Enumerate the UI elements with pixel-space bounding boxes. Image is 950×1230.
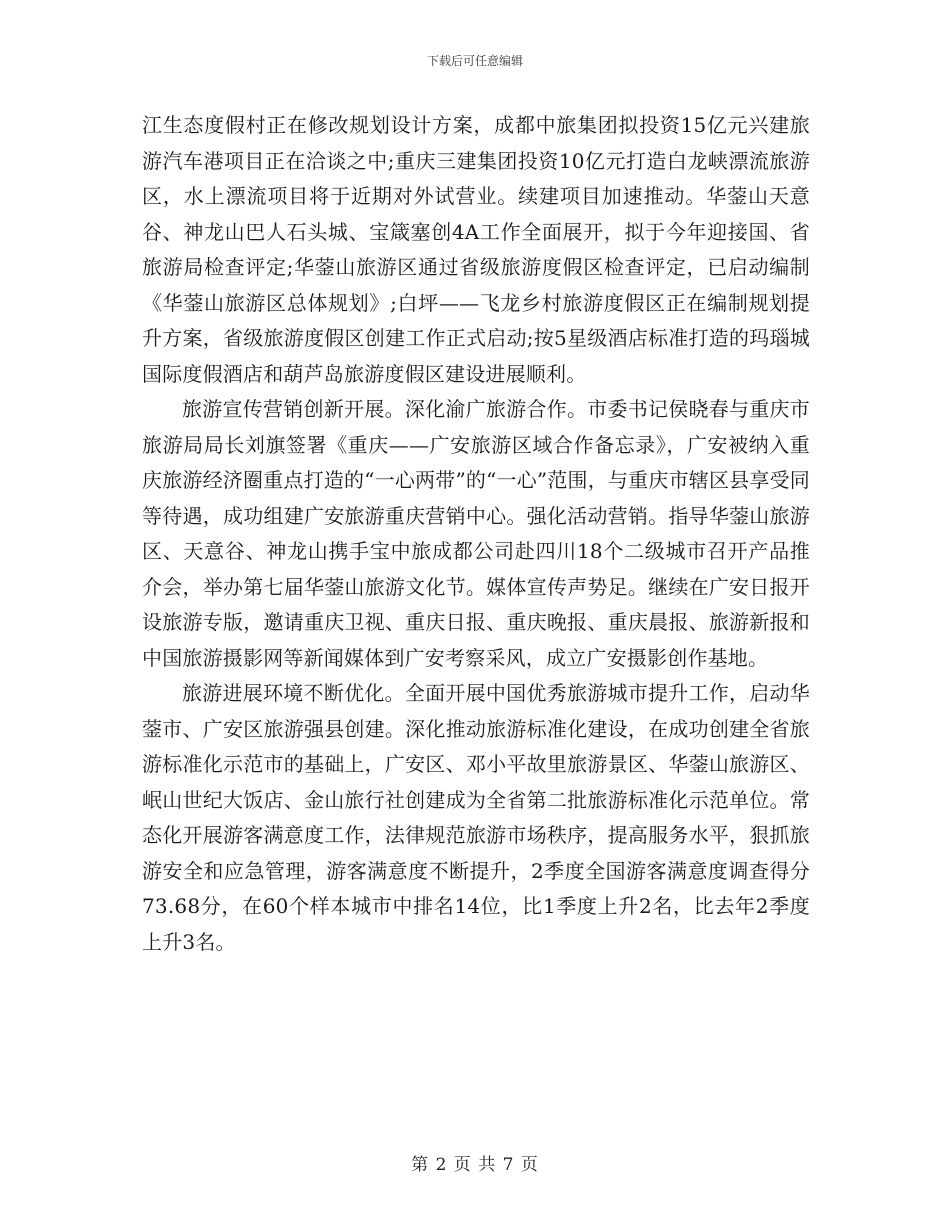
paragraph-environment: 旅游进展环境不断优化。全面开展中国优秀旅游城市提升工作，启动华蓥市、广安区旅游强县创建。深化推动旅游标准化建设，在成功创建全省旅游标准化示范市的基础上，广安区、邓小平故里旅游景区、华蓥山旅游区、岷山世纪大饭店、金山旅行社创建成为全省第二批旅游标准化示范单位。常态化开展游客满意度工作，法律规范旅游市场秩序，提高服务水平，狠抓旅游安全和应急管理，游客满意度不断提升，2季度全国游客满意度调查得分73.68分，在60个样本城市中排名14位，比1季度上升2名，比去年2季度上升3名。 xyxy=(142,681,810,954)
paragraph-continued: 江生态度假村正在修改规划设计方案，成都中旅集团拟投资15亿元兴建旅游汽车港项目正在洽谈之中;重庆三建集团投资10亿元打造白龙峡漂流旅游区，水上漂流项目将于近期对外试营业。续建项目加速推动。华蓥山天意谷、神龙山巴人石头城、宝箴塞创4A工作全面展开，拟于今年迎接国、省旅游局检查评定;华蓥山旅游区通过省级旅游度假区检查评定，已启动编制《华蓥山旅游区总体规划》;白坪——飞龙乡村旅游度假区正在编制规划提升方案，省级旅游度假区创建工作正式启动;按5星级酒店标准打造的玛瑙城国际度假酒店和葫芦岛旅游度假区建设进展顺利。 xyxy=(142,113,810,386)
paragraph-marketing: 旅游宣传营销创新开展。深化渝广旅游合作。市委书记侯晓春与重庆市旅游局局长刘旗签署《重庆——广安旅游区域合作备忘录》，广安被纳入重庆旅游经济圈重点打造的“一心两带”的“一心”范围，与重庆市辖区县享受同等待遇，成功组建广安旅游重庆营销中心。强化活动营销。指导华蓥山旅游区、天意谷、神龙山携手宝中旅成都公司赴四川18个二级城市召开产品推介会，举办第七届华蓥山旅游文化节。媒体宣传声势足。继续在广安日报开设旅游专版，邀请重庆卫视、重庆日报、重庆晚报、重庆晨报、旅游新报和中国旅游摄影网等新闻媒体到广安考察采风，成立广安摄影创作基地。 xyxy=(142,397,810,670)
page-footer: 第 2 页 共 7 页 xyxy=(411,1155,539,1175)
page-header: 下载后可任意编辑 xyxy=(426,54,523,68)
document-body xyxy=(142,108,810,960)
